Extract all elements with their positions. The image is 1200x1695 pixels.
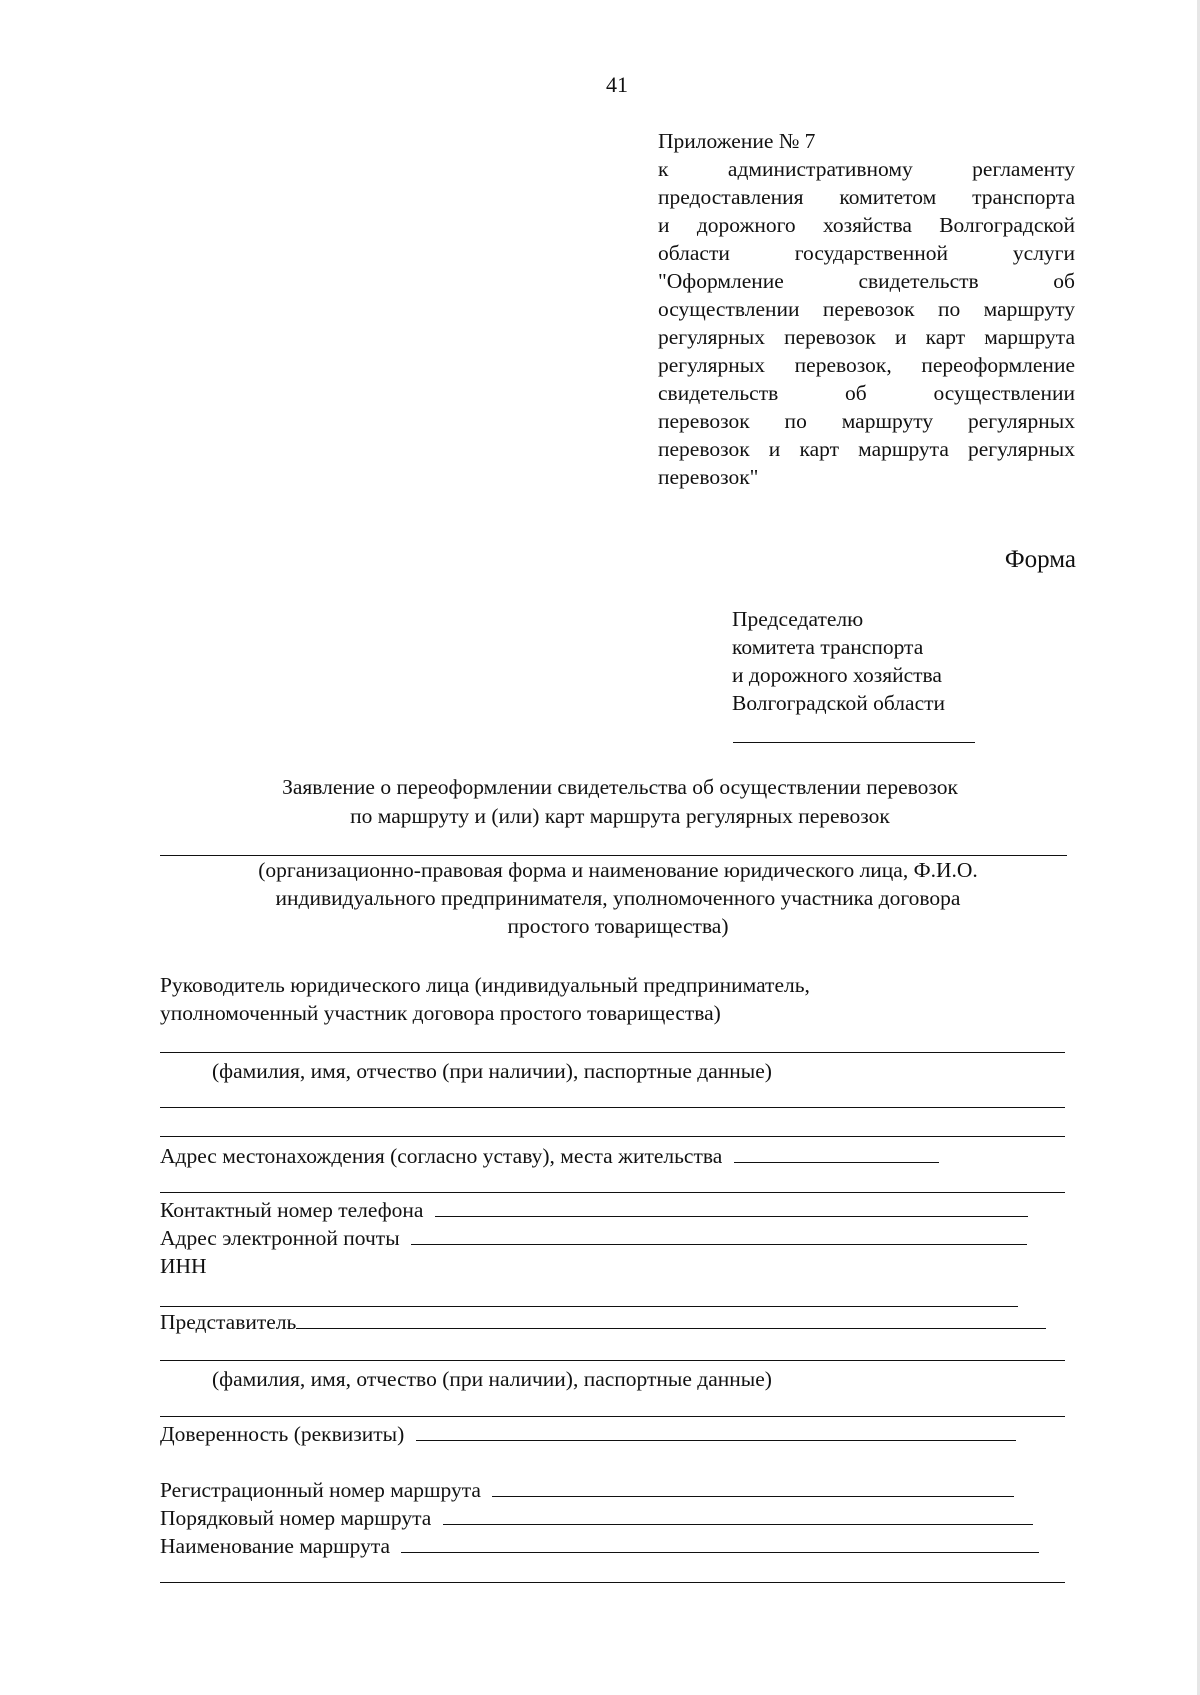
caption-line: индивидуального предпринимателя, уполномоченного участника договора bbox=[275, 886, 961, 910]
power-of-attorney-field bbox=[160, 1420, 1016, 1448]
phone-label: Контактный номер телефона bbox=[160, 1198, 424, 1222]
addressee-line: комитета транспорта bbox=[732, 635, 924, 659]
form-label: Форма bbox=[1004, 546, 1076, 573]
appendix-block bbox=[658, 127, 1075, 491]
route-serial-number-field bbox=[160, 1504, 1033, 1532]
route-name-field bbox=[160, 1532, 1039, 1560]
caption-line: (организационно-правовая форма и наименование юридического лица, Ф.И.О. bbox=[258, 858, 978, 882]
appendix-line: перевозок по маршруту регулярных bbox=[658, 409, 1075, 433]
power-of-attorney-label: Доверенность (реквизиты) bbox=[160, 1422, 405, 1446]
route-serial-number-input-line[interactable] bbox=[443, 1506, 1033, 1525]
head-label-line: Руководитель юридического лица (индивидуальный предприниматель, bbox=[160, 973, 810, 997]
inn-label: ИНН bbox=[160, 1254, 207, 1278]
route-name-line-2[interactable] bbox=[160, 1582, 1065, 1583]
inn-input-line[interactable] bbox=[160, 1306, 1018, 1307]
representative-line-2[interactable] bbox=[160, 1360, 1065, 1361]
appendix-line: "Оформление свидетельств об bbox=[658, 269, 1075, 293]
appendix-line: перевозок" bbox=[658, 465, 759, 489]
route-reg-number-label: Регистрационный номер маршрута bbox=[160, 1478, 481, 1502]
form-title bbox=[0, 773, 1200, 831]
appendix-line: Приложение № 7 bbox=[658, 129, 816, 153]
form-title-line: по маршруту и (или) карт маршрута регулярных перевозок bbox=[350, 804, 890, 828]
addressee-line: Волгоградской области bbox=[732, 691, 946, 715]
addressee-name-blank[interactable] bbox=[733, 742, 975, 743]
appendix-line: и дорожного хозяйства Волгоградской bbox=[658, 213, 1075, 237]
head-label-line: уполномоченный участник договора простого товарищества) bbox=[160, 1001, 721, 1025]
representative-field bbox=[160, 1308, 1046, 1336]
page-number: 41 bbox=[606, 72, 628, 97]
appendix-line: перевозок и карт маршрута регулярных bbox=[658, 437, 1075, 461]
email-input-line[interactable] bbox=[411, 1226, 1027, 1245]
head-fio-caption: (фамилия, имя, отчество (при наличии), паспортные данные) bbox=[212, 1059, 772, 1083]
address-line-2[interactable] bbox=[160, 1192, 1065, 1193]
representative-fio-caption: (фамилия, имя, отчество (при наличии), паспортные данные) bbox=[212, 1367, 772, 1391]
passport-line-1[interactable] bbox=[160, 1107, 1065, 1108]
address-input-line[interactable] bbox=[734, 1144, 939, 1163]
email-field bbox=[160, 1224, 1027, 1252]
appendix-line: к административному регламенту bbox=[658, 157, 1075, 181]
power-of-attorney-input-line[interactable] bbox=[416, 1422, 1016, 1441]
phone-input-line[interactable] bbox=[435, 1198, 1028, 1217]
appendix-line: предоставления комитетом транспорта bbox=[658, 185, 1075, 209]
caption-line: простого товарищества) bbox=[507, 914, 729, 938]
appendix-line: регулярных перевозок и карт маршрута bbox=[658, 325, 1075, 349]
addressee-line: Председателю bbox=[732, 607, 864, 631]
appendix-line: свидетельств об осуществлении bbox=[658, 381, 1075, 405]
addressee-block bbox=[732, 605, 945, 717]
form-title-line: Заявление о переоформлении свидетельства об осуществлении перевозок bbox=[282, 775, 958, 799]
addressee-line: и дорожного хозяйства bbox=[732, 663, 942, 687]
appendix-line: осуществлении перевозок по маршруту bbox=[658, 297, 1075, 321]
address-field bbox=[160, 1142, 939, 1170]
appendix-line: области государственной услуги bbox=[658, 241, 1075, 265]
address-label: Адрес местонахождения (согласно уставу), места жительства bbox=[160, 1144, 723, 1168]
head-label bbox=[160, 971, 810, 1027]
route-reg-number-input-line[interactable] bbox=[492, 1478, 1014, 1497]
representative-input-line[interactable] bbox=[296, 1310, 1046, 1329]
route-serial-number-label: Порядковый номер маршрута bbox=[160, 1506, 432, 1530]
representative-passport-line[interactable] bbox=[160, 1416, 1065, 1417]
applicant-caption bbox=[160, 856, 1076, 940]
head-name-line[interactable] bbox=[160, 1052, 1065, 1053]
route-reg-number-field bbox=[160, 1476, 1014, 1504]
route-name-label: Наименование маршрута bbox=[160, 1534, 391, 1558]
phone-field bbox=[160, 1196, 1028, 1224]
email-label: Адрес электронной почты bbox=[160, 1226, 400, 1250]
appendix-line: регулярных перевозок, переоформление bbox=[658, 353, 1075, 377]
passport-line-2[interactable] bbox=[160, 1136, 1065, 1137]
route-name-input-line[interactable] bbox=[401, 1534, 1039, 1553]
representative-label: Представитель bbox=[160, 1310, 297, 1334]
